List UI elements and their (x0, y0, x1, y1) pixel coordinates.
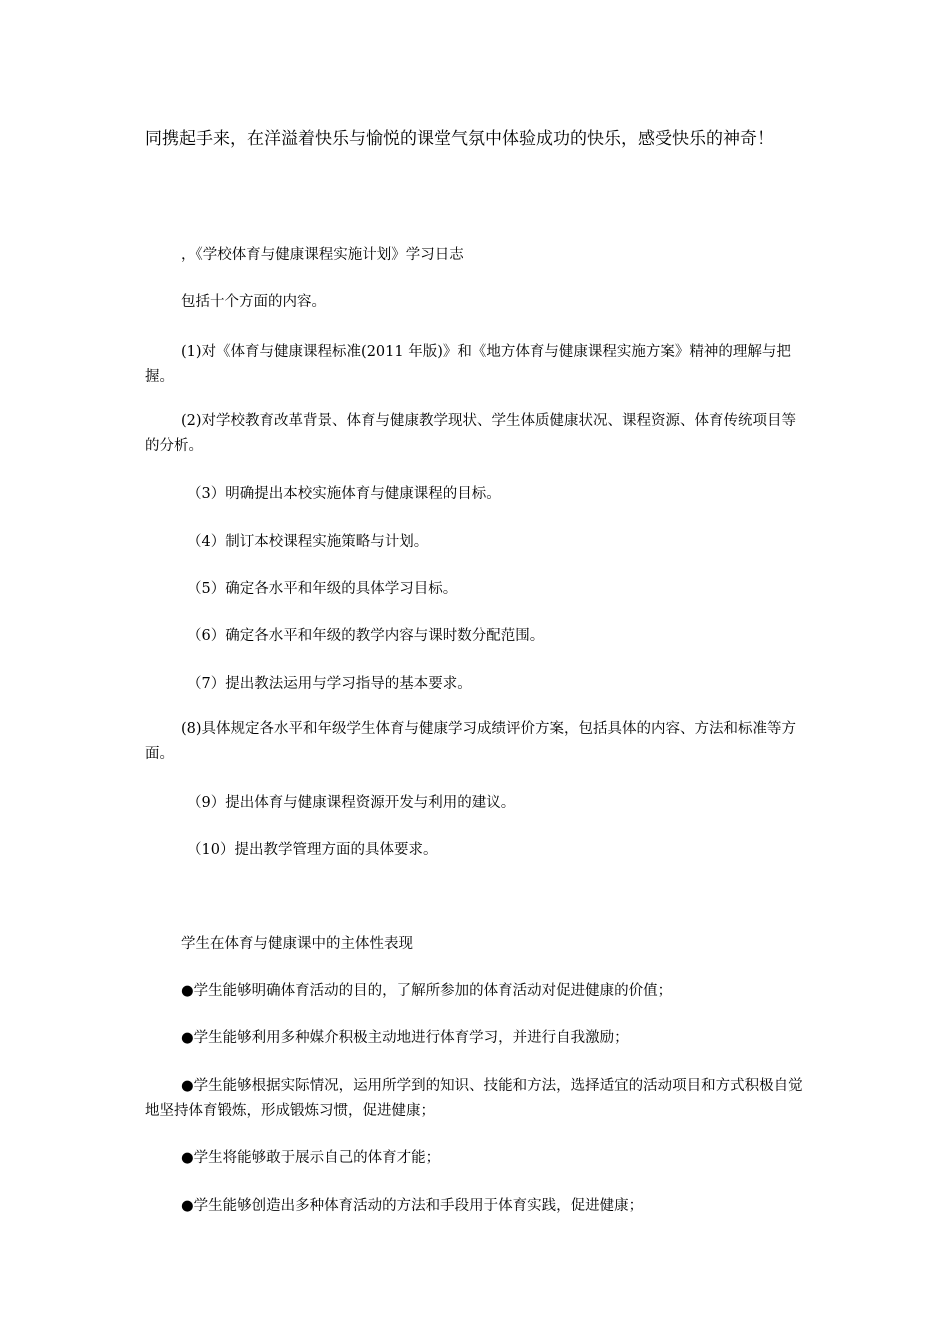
list-item: （3）明确提出本校实施体育与健康课程的目标。 (187, 486, 501, 502)
list-item: (1)对《体育与健康课程标准(2011 年版)》和《地方体育与健康课程实施方案》精神的理解与把握。 (145, 344, 791, 385)
list-item: （9）提出体育与健康课程资源开发与利用的建议。 (187, 795, 516, 811)
intro-paragraph: 同携起手来，在洋溢着快乐与愉悦的课堂气氛中体验成功的快乐，感受快乐的神奇！ (145, 129, 774, 149)
section-title-plan: ，《学校体育与健康课程实施计划》学习日志 (181, 247, 464, 263)
bullet-item: ●学生能够创造出多种体育活动的方法和手段用于体育实践，促进健康； (181, 1198, 644, 1214)
list-item: （10）提出教学管理方面的具体要求。 (187, 842, 438, 858)
list-item: (8)具体规定各水平和年级学生体育与健康学习成绩评价方案，包括具体的内容、方法和标准等方面。 (145, 721, 797, 762)
bullet-item: ●学生能够根据实际情况，运用所学到的知识、技能和方法，选择适宜的活动项目和方式积极自觉地坚持体育锻炼，形成锻炼习惯，促进健康； (145, 1078, 803, 1119)
list-item: （7）提出教法运用与学习指导的基本要求。 (187, 676, 472, 692)
bullet-item: ●学生能够利用多种媒介积极主动地进行体育学习，并进行自我激励； (181, 1030, 629, 1046)
section-title-subjectivity: 学生在体育与健康课中的主体性表现 (181, 936, 413, 952)
list-item: （4）制订本校课程实施策略与计划。 (187, 534, 429, 550)
list-item: （5）确定各水平和年级的具体学习目标。 (187, 581, 458, 597)
list-item: （6）确定各水平和年级的教学内容与课时数分配范围。 (187, 628, 545, 644)
list-item: (2)对学校教育改革背景、体育与健康教学现状、学生体质健康状况、课程资源、体育传统项目等的分析。 (145, 413, 797, 454)
section-summary: 包括十个方面的内容。 (181, 294, 326, 310)
bullet-item: ●学生将能够敢于展示自己的体育才能； (181, 1150, 441, 1166)
bullet-item: ●学生能够明确体育活动的目的，了解所参加的体育活动对促进健康的价值； (181, 983, 673, 999)
